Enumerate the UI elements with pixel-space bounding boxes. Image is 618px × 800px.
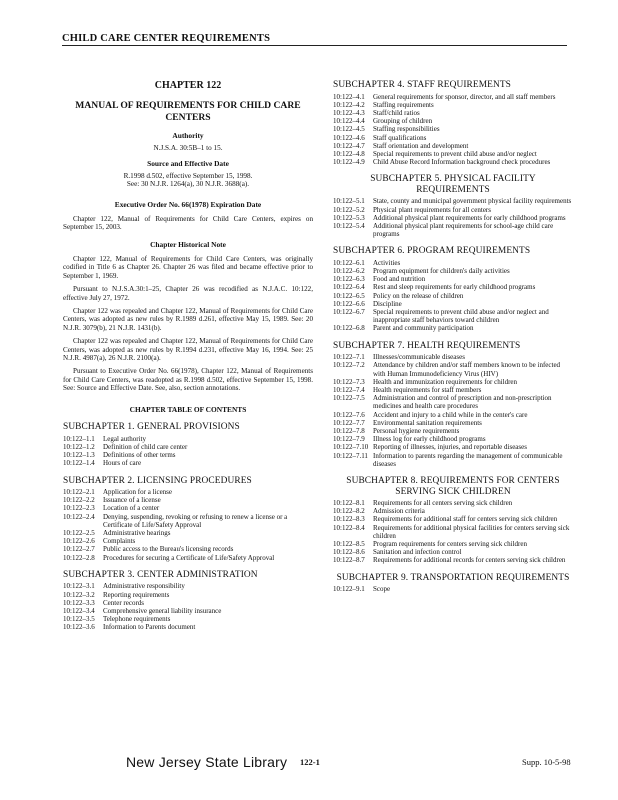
section-number: 10:122–6.4 xyxy=(333,283,365,292)
manual-title: MANUAL OF REQUIREMENTS FOR CHILD CARE CENTERS xyxy=(75,100,301,123)
section-number: 10:122–7.2 xyxy=(333,361,365,370)
section-number: 10:122–9.1 xyxy=(333,585,365,594)
subchapter-7-heading: SUBCHAPTER 7. HEALTH REQUIREMENTS xyxy=(333,340,521,351)
section-title: Denying, suspending, revoking or refusing to renew a license or a Certificate of Life/Safety Approval xyxy=(103,512,288,529)
section-number: 10:122–4.4 xyxy=(333,117,365,126)
section-number: 10:122–6.6 xyxy=(333,299,365,308)
executive-order-paragraph: Chapter 122, Manual of Requirements for Child Care Centers, expires on September 15, 2003. xyxy=(63,214,313,231)
subchapter-3-heading: SUBCHAPTER 3. CENTER ADMINISTRATION xyxy=(63,569,258,580)
toc-entry xyxy=(333,214,573,222)
section-title: Issuance of a license xyxy=(103,496,161,505)
toc-entry xyxy=(333,419,573,427)
section-number: 10:122–2.6 xyxy=(63,537,95,546)
section-title: Additional physical plant requirements for early childhood programs xyxy=(373,213,566,222)
section-title: Scope xyxy=(373,585,391,594)
toc-entry xyxy=(333,378,573,386)
toc-entry xyxy=(333,515,573,523)
section-title: Child Abuse Record Information background check procedures xyxy=(373,158,551,167)
toc-entry xyxy=(333,93,573,101)
toc-entry xyxy=(333,353,573,361)
section-title: Special requirements to prevent child abuse and/or neglect and inappropriate staff behaviors toward children xyxy=(373,308,549,325)
section-number: 10:122–1.2 xyxy=(63,442,95,451)
subchapter-6-list xyxy=(333,259,573,333)
toc-entry xyxy=(333,150,573,158)
toc-entry xyxy=(333,452,573,468)
toc-entry xyxy=(63,615,313,623)
section-number: 10:122–5.3 xyxy=(333,213,365,222)
toc-entry xyxy=(333,283,573,291)
subchapter-6-heading: SUBCHAPTER 6. PROGRAM REQUIREMENTS xyxy=(333,246,531,257)
section-number: 10:122–2.3 xyxy=(63,504,95,513)
section-title: Activities xyxy=(373,258,401,267)
toc-entry xyxy=(63,513,313,529)
authority-heading: Authority xyxy=(172,131,204,140)
section-number: 10:122–2.1 xyxy=(63,488,95,497)
toc-entry xyxy=(333,109,573,117)
section-title: Public access to the Bureau's licensing records xyxy=(103,545,234,554)
historical-note-heading: Chapter Historical Note xyxy=(150,240,226,250)
subchapter-1-list xyxy=(63,435,313,468)
toc-entry xyxy=(333,443,573,451)
section-title: Hours of care xyxy=(103,459,142,468)
section-number: 10:122–4.7 xyxy=(333,141,365,150)
toc-entry xyxy=(333,411,573,419)
toc-entry xyxy=(333,585,573,593)
executive-order-heading: Executive Order No. 66(1978) Expiration Date xyxy=(114,199,262,209)
section-title: Location of a center xyxy=(103,504,160,513)
right-column xyxy=(333,80,573,593)
toc-entry xyxy=(63,599,313,607)
toc-heading: CHAPTER TABLE OF CONTENTS xyxy=(129,404,247,414)
toc-entry xyxy=(333,206,573,214)
section-title: Policy on the release of children xyxy=(373,291,464,300)
section-title: Illnesses/communicable diseases xyxy=(373,353,465,362)
running-header: CHILD CARE CENTER REQUIREMENTS xyxy=(62,33,271,44)
section-title: Telephone requirements xyxy=(103,615,171,624)
section-number: 10:122–7.5 xyxy=(333,394,365,403)
section-title: Reporting of illnesses, injuries, and reportable diseases xyxy=(373,443,527,452)
toc-entry xyxy=(333,292,573,300)
section-number: 10:122–3.3 xyxy=(63,598,95,607)
section-title: Legal authority xyxy=(103,434,146,443)
toc-entry xyxy=(333,427,573,435)
section-number: 10:122–4.2 xyxy=(333,100,365,109)
toc-entry xyxy=(333,394,573,410)
section-number: 10:122–4.3 xyxy=(333,108,365,117)
toc-entry xyxy=(63,496,313,504)
section-number: 10:122–6.5 xyxy=(333,291,365,300)
section-title: Health requirements for staff members xyxy=(373,385,482,394)
section-title: Staff qualifications xyxy=(373,133,427,142)
toc-entry xyxy=(63,545,313,553)
section-number: 10:122–6.3 xyxy=(333,275,365,284)
section-title: Application for a license xyxy=(103,488,173,497)
historical-note-p5: Pursuant to Executive Order No. 66(1978), Chapter 122, Manual of Requirements for Child Care Centers, was readopted as R.1998 d.502, effective September 15, 1998. See: Source and Effective Date. See, also, section annotations. xyxy=(63,367,313,393)
section-number: 10:122–1.3 xyxy=(63,451,95,460)
toc-entry xyxy=(333,222,573,238)
section-title: Definition of child care center xyxy=(103,442,188,451)
section-number: 10:122–2.5 xyxy=(63,529,95,538)
section-title: Requirements for additional staff for centers serving sick children xyxy=(373,515,558,524)
section-title: Complaints xyxy=(103,537,136,546)
section-title: Illness log for early childhood programs xyxy=(373,435,486,444)
section-title: Physical plant requirements for all centers xyxy=(373,205,491,214)
toc-entry xyxy=(333,197,573,205)
section-title: Information to parents regarding the management of communicable diseases xyxy=(373,451,563,468)
toc-entry xyxy=(63,554,313,562)
section-title: Program requirements for centers serving sick children xyxy=(373,540,527,549)
source-text-1: R.1998 d.502, effective September 15, 1998. xyxy=(123,171,253,180)
subchapter-9-heading: SUBCHAPTER 9. TRANSPORTATION REQUIREMENTS xyxy=(336,572,570,583)
section-title: Discipline xyxy=(373,299,402,308)
toc-entry xyxy=(333,507,573,515)
toc-entry xyxy=(333,267,573,275)
section-number: 10:122–5.1 xyxy=(333,197,365,206)
historical-note-p4: Chapter 122 was repealed and Chapter 122, Manual of Requirements for Child Care Centers, was adopted as new rules by R.1994 d.231, effective May 16, 1994. See: 25 N.J.R. 4987(a), 26 N.J.R. 2100(a). xyxy=(63,337,313,363)
section-number: 10:122–6.1 xyxy=(333,258,365,267)
section-title: Staff orientation and development xyxy=(373,141,469,150)
toc-entry xyxy=(63,537,313,545)
section-number: 10:122–4.5 xyxy=(333,125,365,134)
section-number: 10:122–1.4 xyxy=(63,459,95,468)
toc-entry xyxy=(63,443,313,451)
section-title: Administrative hearings xyxy=(103,529,171,538)
toc-entry xyxy=(63,435,313,443)
toc-entry xyxy=(333,259,573,267)
section-number: 10:122–7.9 xyxy=(333,435,365,444)
section-number: 10:122–3.1 xyxy=(63,582,95,591)
subchapter-1-heading: SUBCHAPTER 1. GENERAL PROVISIONS xyxy=(63,422,240,433)
page-number: 122-1 xyxy=(300,757,320,767)
section-title: Attendance by children and/or staff members known to be infected with Human Immunodeficiency Virus (HIV) xyxy=(373,361,561,378)
toc-entry xyxy=(63,591,313,599)
section-title: Special requirements to prevent child abuse and/or neglect xyxy=(373,149,537,158)
section-title: Administrative responsibility xyxy=(103,582,185,591)
section-number: 10:122–4.9 xyxy=(333,158,365,167)
toc-entry xyxy=(333,540,573,548)
toc-entry xyxy=(333,125,573,133)
toc-entry xyxy=(333,556,573,564)
section-number: 10:122–8.4 xyxy=(333,523,365,532)
subchapter-8-list xyxy=(333,499,573,565)
authority-text: N.J.S.A. 30:5B–1 to 15. xyxy=(153,143,223,152)
subchapter-3-list xyxy=(63,582,313,631)
section-number: 10:122–8.7 xyxy=(333,556,365,565)
section-title: Food and nutrition xyxy=(373,275,426,284)
subchapter-9-list xyxy=(333,585,573,593)
section-number: 10:122–7.8 xyxy=(333,427,365,435)
section-title: Admission criteria xyxy=(373,507,425,516)
subchapter-2-list xyxy=(63,488,313,562)
toc-entry xyxy=(333,300,573,308)
toc-entry xyxy=(333,134,573,142)
section-number: 10:122–5.2 xyxy=(333,205,365,214)
toc-entry xyxy=(333,117,573,125)
subchapter-5-heading: SUBCHAPTER 5. PHYSICAL FACILITY REQUIREMENTS xyxy=(370,174,536,195)
section-title: Health and immunization requirements for children xyxy=(373,377,518,386)
section-title: Comprehensive general liability insurance xyxy=(103,607,222,615)
toc-entry xyxy=(63,504,313,512)
section-number: 10:122–1.1 xyxy=(63,434,95,443)
header-rule xyxy=(62,45,567,46)
section-title: Information to Parents document xyxy=(103,623,196,632)
subchapter-8-heading: SUBCHAPTER 8. REQUIREMENTS FOR CENTERS SERVING SICK CHILDREN xyxy=(346,476,560,497)
section-number: 10:122–4.8 xyxy=(333,149,365,158)
toc-entry xyxy=(333,386,573,394)
section-number: 10:122–7.11 xyxy=(333,451,368,460)
section-title: Additional physical plant requirements for school-age child care programs xyxy=(373,221,554,239)
section-title: State, county and municipal government physical facility requirements xyxy=(373,197,572,206)
section-number: 10:122–4.1 xyxy=(333,92,365,101)
section-number: 10:122–8.5 xyxy=(333,540,365,549)
section-number: 10:122–3.2 xyxy=(63,590,95,599)
section-title: Environmental sanitation requirements xyxy=(373,418,482,427)
subchapter-7-list xyxy=(333,353,573,468)
section-title: Staff/child ratios xyxy=(373,108,420,117)
subchapter-5-list xyxy=(333,197,573,238)
toc-entry xyxy=(63,623,313,631)
section-title: Sanitation and infection control xyxy=(373,548,462,557)
section-number: 10:122–3.6 xyxy=(63,623,95,632)
toc-entry xyxy=(333,548,573,556)
toc-entry xyxy=(63,488,313,496)
library-stamp: New Jersey State Library xyxy=(126,754,288,770)
source-text-2: See: 30 N.J.R. 1264(a), 30 N.J.R. 3688(a). xyxy=(126,180,250,189)
toc-entry xyxy=(333,499,573,507)
subchapter-4-list xyxy=(333,93,573,167)
section-number: 10:122–6.2 xyxy=(333,267,365,276)
subchapter-2-heading: SUBCHAPTER 2. LICENSING PROCEDURES xyxy=(63,475,252,486)
section-title: Accident and injury to a child while in the center's care xyxy=(373,410,528,419)
section-number: 10:122–7.3 xyxy=(333,377,365,386)
historical-note-p2: Pursuant to N.J.S.A.30:1–25, Chapter 26 was recodified as N.J.A.C. 10:122, effective July 27, 1972. xyxy=(63,285,313,302)
section-number: 10:122–8.2 xyxy=(333,507,365,516)
section-title: Administration and control of prescription and non-prescription medicines and health care procedures xyxy=(373,394,552,411)
section-number: 10:122–7.4 xyxy=(333,385,365,394)
section-number: 10:122–2.8 xyxy=(63,553,95,562)
section-number: 10:122–8.3 xyxy=(333,515,365,524)
section-number: 10:122–3.4 xyxy=(63,607,95,615)
toc-entry xyxy=(333,158,573,166)
section-number: 10:122–2.4 xyxy=(63,512,95,521)
section-title: Procedures for securing a Certificate of Life/Safety Approval xyxy=(103,553,275,562)
section-title: Personal hygiene requirements xyxy=(373,427,460,435)
toc-entry xyxy=(63,459,313,467)
toc-entry xyxy=(333,275,573,283)
section-title: Rest and sleep requirements for early childhood programs xyxy=(373,283,536,292)
section-title: Reporting requirements xyxy=(103,590,170,599)
section-title: Program equipment for children's daily activities xyxy=(373,267,510,276)
toc-entry xyxy=(333,435,573,443)
section-number: 10:122–7.6 xyxy=(333,410,365,419)
toc-entry xyxy=(333,142,573,150)
source-heading: Source and Effective Date xyxy=(147,159,229,169)
toc-entry xyxy=(333,308,573,324)
historical-note-p3: Chapter 122 was repealed and Chapter 122, Manual of Requirements for Child Care Centers, was adopted as new rules by R.1989 d.261, effective May 15, 1989. See: 20 N.J.R. 3079(b), 21 N.J.R. 1431(b). xyxy=(63,307,313,332)
toc-entry xyxy=(63,607,313,615)
section-number: 10:122–7.1 xyxy=(333,353,365,362)
historical-note-p1: Chapter 122, Manual of Requirements for Child Care Centers, was originally codified in Title 6 as Chapter 26. Chapter 26 was filed and became effective prior to September 1, 1969. xyxy=(63,254,313,280)
section-title: Requirements for additional records for centers serving sick children xyxy=(373,556,566,565)
section-title: General requirements for sponsor, director, and all staff members xyxy=(373,92,556,101)
toc-entry xyxy=(333,361,573,377)
section-number: 10:122–7.10 xyxy=(333,443,369,452)
section-number: 10:122–4.6 xyxy=(333,133,365,142)
supplement-date: Supp. 10-5-98 xyxy=(522,757,571,767)
toc-entry xyxy=(63,529,313,537)
section-number: 10:122–2.7 xyxy=(63,545,95,554)
toc-entry xyxy=(333,101,573,109)
section-number: 10:122–6.8 xyxy=(333,324,365,333)
section-title: Staffing responsibilities xyxy=(373,125,440,134)
toc-entry xyxy=(63,451,313,459)
section-number: 10:122–2.2 xyxy=(63,496,95,505)
section-number: 10:122–6.7 xyxy=(333,308,365,317)
section-title: Parent and community participation xyxy=(373,324,474,333)
section-title: Staffing requirements xyxy=(373,100,434,109)
section-title: Definitions of other terms xyxy=(103,451,176,460)
chapter-number: CHAPTER 122 xyxy=(154,80,222,91)
section-number: 10:122–7.7 xyxy=(333,418,365,427)
subchapter-4-heading: SUBCHAPTER 4. STAFF REQUIREMENTS xyxy=(333,80,511,90)
section-title: Requirements for all centers serving sick children xyxy=(373,499,513,508)
section-title: Requirements for additional physical facilities for centers serving sick children xyxy=(373,523,570,540)
section-number: 10:122–5.4 xyxy=(333,221,365,230)
toc-entry xyxy=(333,324,573,332)
toc-entry xyxy=(63,582,313,590)
toc-entry xyxy=(333,524,573,540)
left-column xyxy=(63,80,313,632)
section-number: 10:122–3.5 xyxy=(63,615,95,624)
section-number: 10:122–8.1 xyxy=(333,499,365,508)
section-number: 10:122–8.6 xyxy=(333,548,365,557)
section-title: Grouping of children xyxy=(373,117,433,126)
section-title: Center records xyxy=(103,598,145,607)
